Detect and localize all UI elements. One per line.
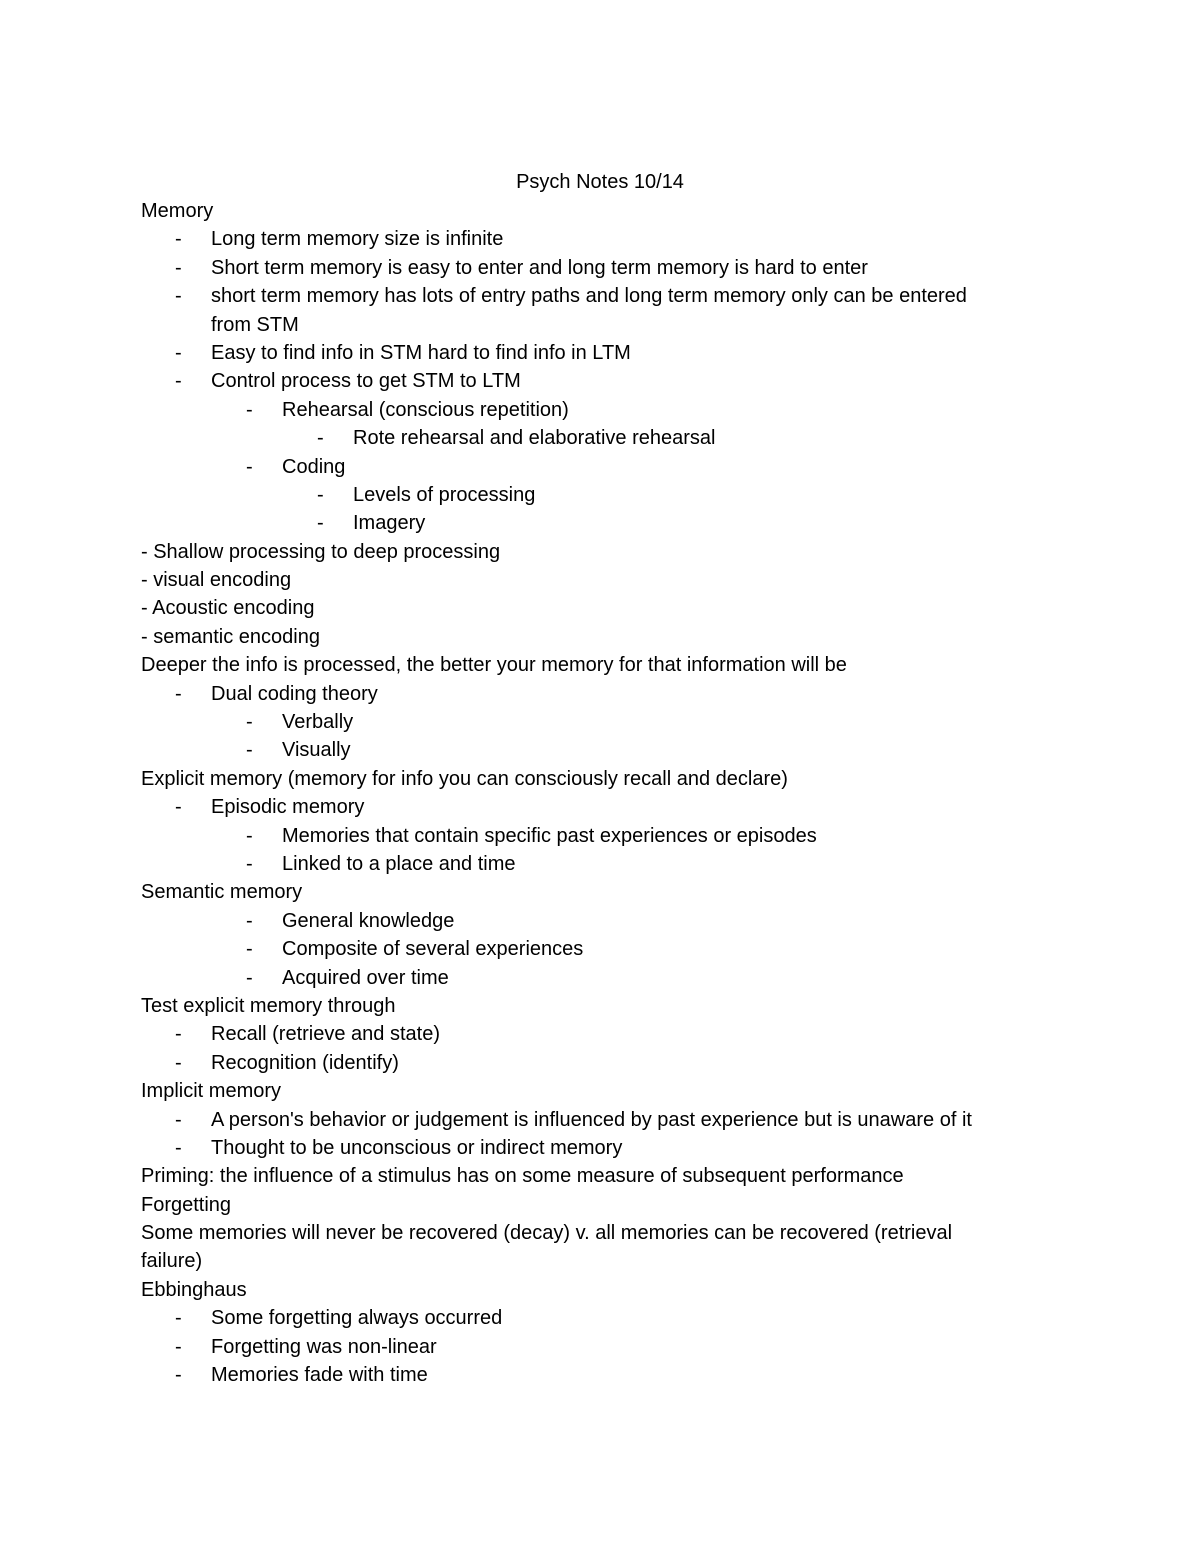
bullet-dash: - [246, 966, 253, 989]
note-text: Long term memory size is infinite [211, 228, 504, 251]
note-line [141, 509, 1061, 537]
note-text: Test explicit memory through [141, 994, 396, 1017]
note-line [141, 453, 1061, 481]
bullet-dash: - [175, 370, 182, 393]
note-line [141, 765, 1061, 793]
note-text: Recognition (identify) [211, 1051, 399, 1074]
bullet-dash: - [175, 796, 182, 819]
note-line [141, 594, 1061, 622]
bullet-dash: - [246, 909, 253, 932]
note-line [141, 282, 1061, 310]
bullet-dash: - [175, 285, 182, 308]
bullet-dash: - [175, 1023, 182, 1046]
note-line [141, 822, 1061, 850]
note-text: Some memories will never be recovered (decay) v. all memories can be recovered (retrieval [141, 1222, 953, 1245]
note-line [141, 339, 1061, 367]
note-text: General knowledge [282, 909, 455, 932]
note-text: Dual coding theory [211, 682, 378, 705]
bullet-dash: - [175, 1335, 182, 1358]
note-line [141, 1333, 1061, 1361]
bullet-dash: - [175, 1108, 182, 1131]
note-line [141, 311, 1061, 339]
note-text: A person's behavior or judgement is influenced by past experience but is unaware of it [211, 1108, 972, 1131]
note-line [141, 1020, 1061, 1048]
note-text: Explicit memory (memory for info you can consciously recall and declare) [141, 767, 788, 790]
note-line [141, 907, 1061, 935]
note-line [141, 736, 1061, 764]
note-line [141, 623, 1061, 651]
bullet-dash: - [175, 682, 182, 705]
note-line [141, 1304, 1061, 1332]
note-line [141, 1077, 1061, 1105]
bullet-dash: - [246, 824, 253, 847]
note-line [141, 1106, 1061, 1134]
note-text: Visually [282, 739, 351, 762]
note-line [141, 935, 1061, 963]
note-text: - Shallow processing to deep processing [141, 540, 501, 563]
note-text: Rehearsal (conscious repetition) [282, 398, 569, 421]
bullet-dash: - [246, 711, 253, 734]
note-text: Memories fade with time [211, 1364, 428, 1387]
bullet-dash: - [246, 938, 253, 961]
note-text: - semantic encoding [141, 625, 320, 648]
note-line [141, 396, 1061, 424]
bullet-dash: - [317, 483, 324, 506]
note-text: from STM [211, 313, 299, 336]
note-text: Verbally [282, 711, 354, 734]
note-text: failure) [141, 1250, 203, 1273]
note-text: Imagery [353, 512, 426, 535]
bullet-dash: - [175, 1136, 182, 1159]
note-text: Easy to find info in STM hard to find info in LTM [211, 341, 631, 364]
note-line [141, 878, 1061, 906]
note-line [141, 254, 1061, 282]
note-text: Coding [282, 455, 346, 478]
note-line [141, 651, 1061, 679]
bullet-dash: - [175, 256, 182, 279]
page-title: Psych Notes 10/14 [516, 171, 684, 193]
note-text: Composite of several experiences [282, 938, 584, 961]
note-line [141, 708, 1061, 736]
note-text: Rote rehearsal and elaborative rehearsal [353, 427, 716, 450]
note-text: Some forgetting always occurred [211, 1307, 503, 1330]
note-line [141, 225, 1061, 253]
note-text: short term memory has lots of entry paths and long term memory only can be entered [211, 285, 967, 308]
bullet-dash: - [246, 739, 253, 762]
note-line [141, 1134, 1061, 1162]
note-line [141, 1361, 1061, 1389]
note-text: - Acoustic encoding [141, 597, 315, 620]
note-text: Memory [141, 200, 214, 222]
note-text: Thought to be unconscious or indirect memory [211, 1136, 623, 1159]
note-text: Levels of processing [353, 483, 536, 506]
note-text: Short term memory is easy to enter and long term memory is hard to enter [211, 256, 868, 279]
note-line [141, 964, 1061, 992]
notes-body [141, 197, 1061, 1389]
note-text: Episodic memory [211, 796, 365, 819]
bullet-dash: - [246, 455, 253, 478]
note-line [141, 1247, 1061, 1275]
note-text: Ebbinghaus [141, 1278, 247, 1301]
note-text: - visual encoding [141, 569, 292, 592]
bullet-dash: - [246, 852, 253, 875]
note-text: Recall (retrieve and state) [211, 1023, 440, 1046]
note-line [141, 1049, 1061, 1077]
note-line [141, 538, 1061, 566]
note-line [141, 1219, 1061, 1247]
note-line [141, 481, 1061, 509]
note-line [141, 197, 1061, 225]
note-line [141, 992, 1061, 1020]
bullet-dash: - [175, 228, 182, 251]
note-line [141, 793, 1061, 821]
bullet-dash: - [317, 427, 324, 450]
note-line [141, 367, 1061, 395]
note-text: Semantic memory [141, 881, 303, 904]
bullet-dash: - [175, 1051, 182, 1074]
bullet-dash: - [175, 341, 182, 364]
note-text: Linked to a place and time [282, 852, 516, 875]
note-line [141, 566, 1061, 594]
note-text: Memories that contain specific past experiences or episodes [282, 824, 817, 847]
note-text: Implicit memory [141, 1080, 282, 1103]
note-text: Control process to get STM to LTM [211, 370, 521, 393]
note-line [141, 1191, 1061, 1219]
bullet-dash: - [317, 512, 324, 535]
note-text: Acquired over time [282, 966, 449, 989]
note-text: Forgetting was non-linear [211, 1335, 437, 1358]
note-line [141, 680, 1061, 708]
note-line [141, 424, 1061, 452]
note-line [141, 1276, 1061, 1304]
note-line [141, 850, 1061, 878]
note-text: Deeper the info is processed, the better your memory for that information will be [141, 654, 847, 677]
note-text: Priming: the influence of a stimulus has on some measure of subsequent performance [141, 1165, 904, 1188]
bullet-dash: - [175, 1307, 182, 1330]
bullet-dash: - [246, 398, 253, 421]
note-line [141, 1162, 1061, 1190]
note-text: Forgetting [141, 1193, 232, 1216]
bullet-dash: - [175, 1364, 182, 1387]
